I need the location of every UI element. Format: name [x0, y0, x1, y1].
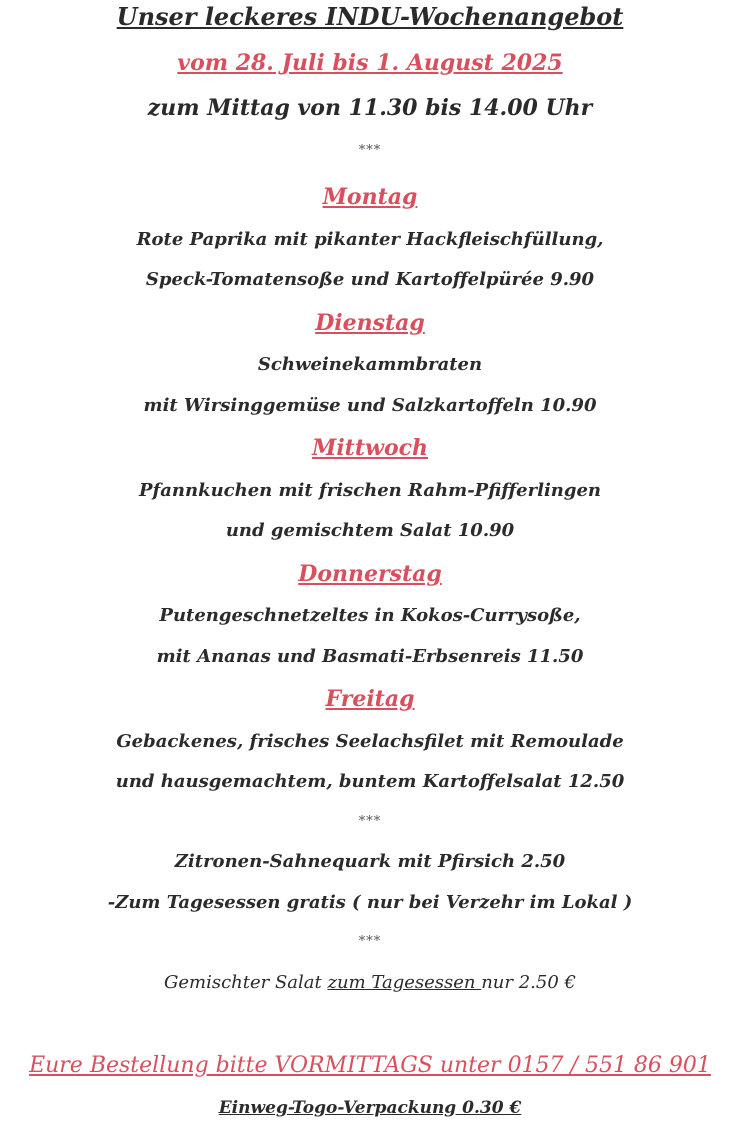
- separator: ***: [358, 814, 382, 829]
- dessert-line: Zitronen-Sahnequark mit Pfirsich 2.50: [174, 851, 566, 872]
- salad-underlined: zum Tagesessen: [327, 972, 482, 993]
- separator: ***: [358, 143, 382, 158]
- dish-line: Putengeschnetzeltes in Kokos-Currysoße,: [159, 605, 581, 626]
- day-heading-monday: Montag: [322, 184, 418, 210]
- menu-title: Unser leckeres INDU-Wochenangebot: [116, 2, 624, 31]
- day-heading-tuesday: Dienstag: [315, 310, 425, 336]
- dish-line: mit Wirsinggemüse und Salzkartoffeln 10.90: [143, 395, 597, 416]
- dish-line: und hausgemachtem, buntem Kartoffelsalat 12.50: [115, 771, 625, 792]
- date-range: vom 28. Juli bis 1. August 2025: [177, 50, 563, 76]
- dish-line: Schweinekammbraten: [257, 354, 483, 375]
- salad-offer: [0, 974, 740, 992]
- salad-prefix: Gemischter Salat: [164, 972, 328, 993]
- dish-line: und gemischtem Salat 10.90: [225, 520, 515, 541]
- togo-note: Einweg-Togo-Verpackung 0.30 €: [218, 1098, 522, 1118]
- dish-line: Gebackenes, frisches Seelachsfilet mit Remoulade: [116, 731, 624, 752]
- dessert-note: -Zum Tagesessen gratis ( nur bei Verzehr im Lokal ): [107, 892, 633, 913]
- day-heading-friday: Freitag: [325, 686, 415, 712]
- dish-line: mit Ananas und Basmati-Erbsenreis 11.50: [156, 646, 584, 667]
- day-heading-wednesday: Mittwoch: [311, 435, 429, 461]
- salad-suffix: nur 2.50 €: [481, 972, 576, 993]
- dish-line: Rote Paprika mit pikanter Hackfleischfüllung,: [136, 229, 604, 250]
- lunch-hours: zum Mittag von 11.30 bis 14.00 Uhr: [147, 95, 593, 121]
- day-heading-thursday: Donnerstag: [298, 561, 442, 587]
- dish-line: Pfannkuchen mit frischen Rahm-Pfifferlingen: [138, 480, 601, 501]
- separator: ***: [358, 934, 382, 949]
- dish-line: Speck-Tomatensoße und Kartoffelpürée 9.90: [145, 269, 595, 290]
- order-note: Eure Bestellung bitte VORMITTAGS unter 0157 / 551 86 901: [29, 1053, 711, 1078]
